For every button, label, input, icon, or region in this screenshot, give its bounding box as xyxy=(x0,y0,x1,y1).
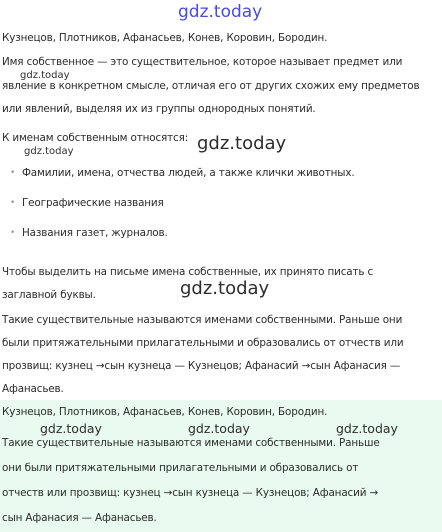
explanation-line: были притяжательными прилагательными и образовались от отчеств или xyxy=(2,337,404,349)
list-item: Фамилии, имена, отчества людей, а также клички животных. xyxy=(22,167,355,179)
watermark: gdz.today xyxy=(188,421,250,436)
answer-line: они были притяжательными прилагательными и образовались от xyxy=(2,462,359,474)
watermark: gdz.today xyxy=(197,133,287,154)
answer-line: сын Афанасия — Афанасьев. xyxy=(2,512,157,524)
watermark: gdz.today xyxy=(336,421,398,436)
answer-line: отчеств или прозвищ: кузнец →сын кузнеца — Кузнецов; Афанасий → xyxy=(2,487,379,499)
list-intro: К именам собственным относятся: xyxy=(2,132,189,144)
watermark: gdz.today xyxy=(20,70,70,81)
word-list: Кузнецов, Плотников, Афанасьев, Конев, Коровин, Бородин. xyxy=(2,32,328,44)
answer-line: Такие существительные называются именами собственными. Раньше xyxy=(2,437,380,449)
rule-line: Чтобы выделить на письме имена собственные, их принято писать с xyxy=(2,266,374,278)
bullet-icon: • xyxy=(10,168,16,178)
answer-word-list: Кузнецов, Плотников, Афанасьев, Конев, Коровин, Бородин. xyxy=(2,406,328,418)
explanation-line: Такие существительные называются именами собственными. Раньше они xyxy=(2,314,403,326)
explanation-line: прозвищ: кузнец →сын кузнеца — Кузнецов; Афанасий →сын Афанасия — xyxy=(2,360,401,372)
definition-line: Имя собственное — это существительное, которое называет предмет или xyxy=(2,56,403,68)
watermark: gdz.today xyxy=(24,146,74,157)
list-item: Названия газет, журналов. xyxy=(22,227,168,239)
definition-line: явление в конкретном смысле, отличая его от других схожих ему предметов xyxy=(2,80,420,92)
explanation-line: Афанасьев. xyxy=(2,383,64,395)
list-item: Географические названия xyxy=(22,197,164,209)
watermark: gdz.today xyxy=(40,421,102,436)
bullet-icon: • xyxy=(10,228,16,238)
watermark: gdz.today xyxy=(180,278,270,299)
definition-line: или явлений, выделяя их из группы однородных понятий. xyxy=(2,103,316,115)
rule-line: заглавной буквы. xyxy=(2,289,96,301)
bullet-icon: • xyxy=(10,198,16,208)
watermark-top: gdz.today xyxy=(178,2,263,22)
